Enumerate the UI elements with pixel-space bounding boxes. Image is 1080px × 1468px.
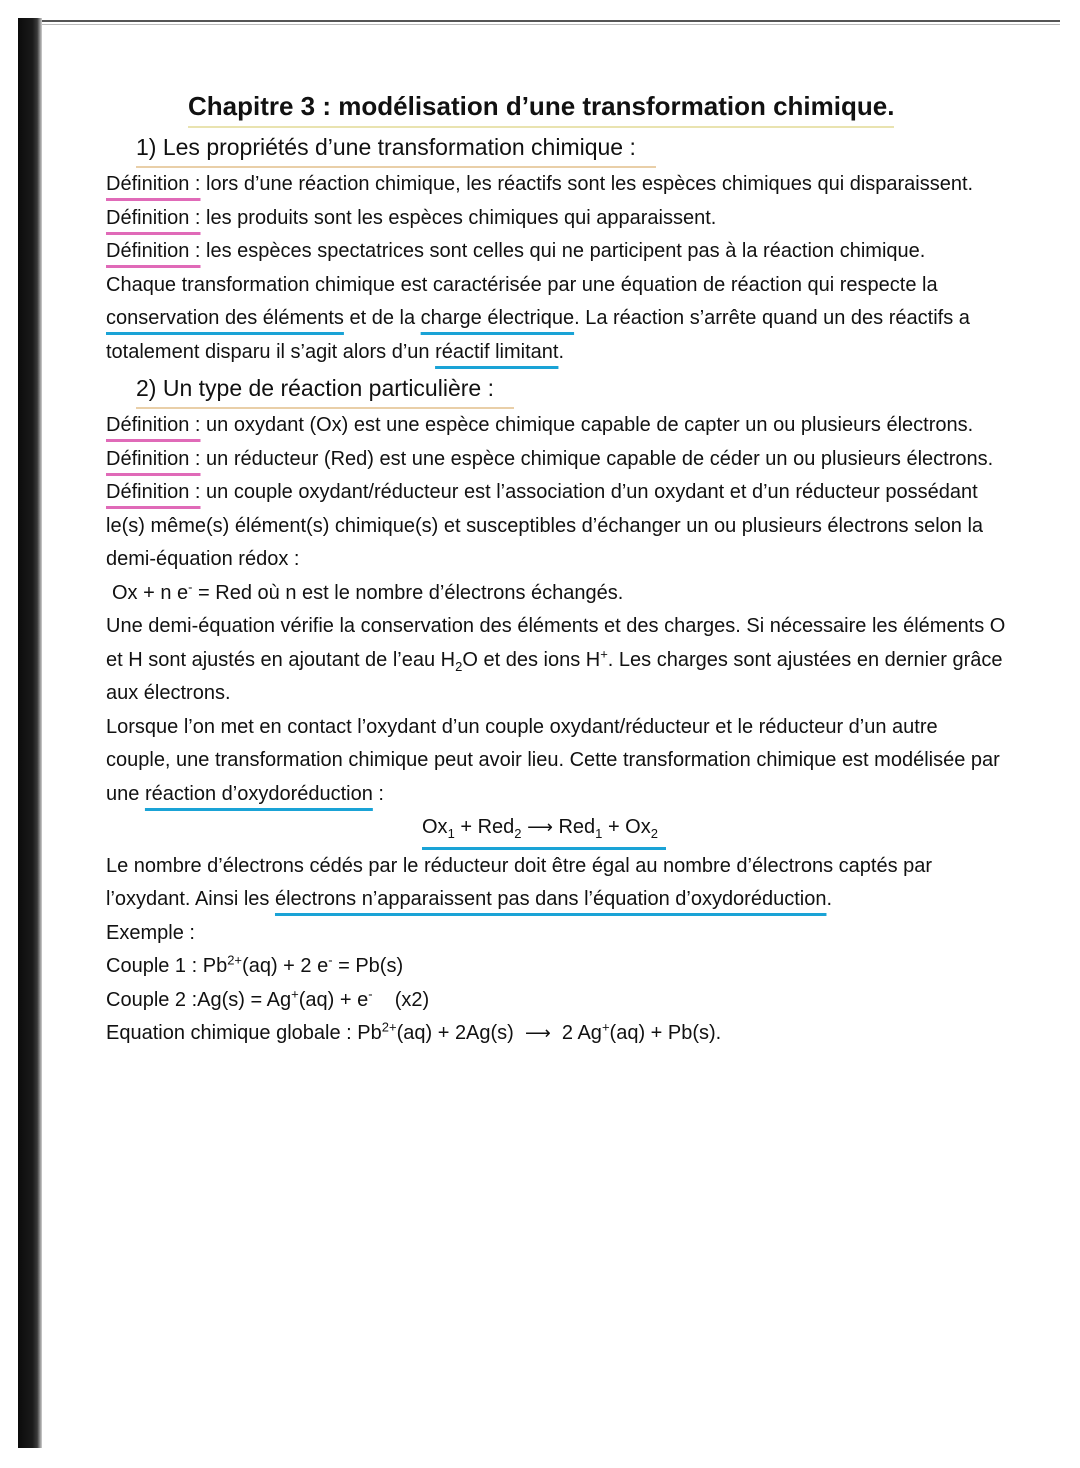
reaction-arrow-icon: ⟶ <box>527 817 553 837</box>
definition-text: un couple oxydant/réducteur est l’association d’un oxydant et d’un réducteur possédant le(s) même(s) élément(s) chimique(s) et susceptibles d’échanger un ou plusieurs électrons selon la demi-équation rédox : <box>106 481 984 570</box>
paragraph-electrons <box>106 850 1006 917</box>
definition-label: Définition : <box>106 173 201 195</box>
definition-label: Définition : <box>106 414 201 436</box>
definition-reducteur <box>106 443 1006 477</box>
section-1-row <box>106 128 1006 168</box>
highlight-reaction-oxydoreduction: réaction d’oxydoréduction <box>144 782 373 805</box>
definition-label: Définition : <box>106 481 201 503</box>
section-heading-1: 1) Les propriétés d’une transformation chimique : <box>136 128 656 168</box>
text-run: . <box>826 888 833 910</box>
text-run: (x2) <box>372 988 430 1011</box>
text-run: . <box>558 340 564 363</box>
definition-text: les produits sont les espèces chimiques qui apparaissent. <box>200 206 717 229</box>
text-run: + Red <box>454 816 515 838</box>
text-run: Lorsque l’on met en contact l’oxydant d’un couple oxydant/réducteur et le réducteur d’un autre couple, une transformation chimique peut avoir lieu. Cette transformation chimique est modélisée par une <box>106 715 1000 805</box>
definition-reactifs <box>106 168 1006 202</box>
definition-label: Définition : <box>106 240 201 262</box>
subscript: 1 <box>447 826 455 841</box>
page-title: Chapitre 3 : modélisation d’une transformation chimique. <box>188 86 894 128</box>
text-run: = Red où n est le nombre d’électrons échangés. <box>192 581 624 604</box>
scan-edge <box>18 18 42 1448</box>
superscript: 2+ <box>381 1019 397 1035</box>
definition-produits <box>106 202 1006 236</box>
superscript: + <box>600 645 608 661</box>
redox-equation <box>106 811 1006 850</box>
superscript: - <box>328 952 333 968</box>
global-equation <box>106 1017 1006 1051</box>
redox-equation-box <box>422 811 666 850</box>
text-run: (aq) + Pb(s). <box>609 1022 722 1044</box>
half-equation <box>106 577 1006 611</box>
document-page <box>106 86 1006 1051</box>
title-row <box>106 86 1006 128</box>
superscript: - <box>368 985 373 1001</box>
text-run: Une demi-équation vérifie la conservation des éléments et des charges. Si nécessaire les éléments O et H sont ajustés en ajoutant de l’eau H <box>106 615 1006 671</box>
reaction-arrow-icon: ⟶ <box>524 1023 551 1043</box>
text-run: = Pb(s) <box>332 955 404 977</box>
scan-top-line <box>42 20 1060 22</box>
text-run: (aq) + 2 e <box>242 955 329 977</box>
text-run: (aq) + 2Ag(s) <box>396 1022 525 1044</box>
paragraph-demi-equation <box>106 610 1006 711</box>
superscript: + <box>291 985 299 1001</box>
text-run: (aq) + e <box>298 988 369 1011</box>
text-run: Ox + n e <box>112 581 189 604</box>
subscript: 2 <box>650 826 658 841</box>
text-run: Chaque transformation chimique est caractérisée par une équation de réaction qui respecte la <box>106 273 938 296</box>
highlight-charge: charge électrique <box>420 307 575 329</box>
text-run: Equation chimique globale : Pb <box>106 1022 382 1044</box>
paragraph-conservation <box>106 269 1006 370</box>
text-run: + Ox <box>602 816 651 838</box>
definition-label: Définition : <box>106 206 201 229</box>
highlight-reactif-limitant: réactif limitant <box>435 340 559 363</box>
section-heading-2: 2) Un type de réaction particulière : <box>136 369 514 409</box>
text-run: . La réaction s’arrête quand un des réactifs a totalement disparu il s’agit alors d’un <box>106 307 970 363</box>
text-run: Le nombre d’électrons cédés par le réducteur doit être égal au nombre d’électrons captés par l’oxydant. Ainsi les <box>106 854 933 910</box>
definition-oxydant <box>106 409 1006 443</box>
subscript: 2 <box>514 826 522 841</box>
definition-text: lors d’une réaction chimique, les réactifs sont les espèces chimiques qui disparaissent. <box>200 173 974 195</box>
couple-1 <box>106 950 1006 984</box>
text-run: . Les charges sont ajustées en dernier grâce aux électrons. <box>106 648 1003 704</box>
highlight-conservation: conservation des éléments <box>106 307 344 329</box>
superscript: - <box>188 578 193 594</box>
example-label: Exemple : <box>106 921 195 944</box>
subscript: 2 <box>455 658 463 674</box>
definition-couple <box>106 476 1006 577</box>
text-run: et de la <box>343 307 421 329</box>
subscript: 1 <box>595 826 603 841</box>
superscript: 2+ <box>227 952 243 968</box>
section-2-row <box>106 369 1006 409</box>
text-run: O et des ions H <box>462 648 601 671</box>
definition-label: Définition : <box>106 447 201 470</box>
text-run: Couple 2 :Ag(s) = Ag <box>106 988 292 1011</box>
highlight-electrons: électrons n’apparaissent pas dans l’équation d’oxydoréduction <box>274 888 827 910</box>
scan-top-line-2 <box>42 24 1060 25</box>
definition-text: un oxydant (Ox) est une espèce chimique capable de capter un ou plusieurs électrons. <box>200 414 974 436</box>
paragraph-oxydoreduction <box>106 711 1006 812</box>
definition-text: un réducteur (Red) est une espèce chimique capable de céder un ou plusieurs électrons. <box>200 447 994 470</box>
couple-2 <box>106 984 1006 1018</box>
definition-spectatrices <box>106 235 1006 269</box>
superscript: + <box>601 1019 610 1035</box>
text-run: Red <box>558 816 596 838</box>
definition-text: les espèces spectatrices sont celles qui ne participent pas à la réaction chimique. <box>200 240 926 262</box>
text-run: Ox <box>422 816 448 838</box>
text-run: : <box>372 782 384 805</box>
text-run: 2 Ag <box>550 1022 602 1044</box>
text-run: Couple 1 : Pb <box>106 955 228 977</box>
